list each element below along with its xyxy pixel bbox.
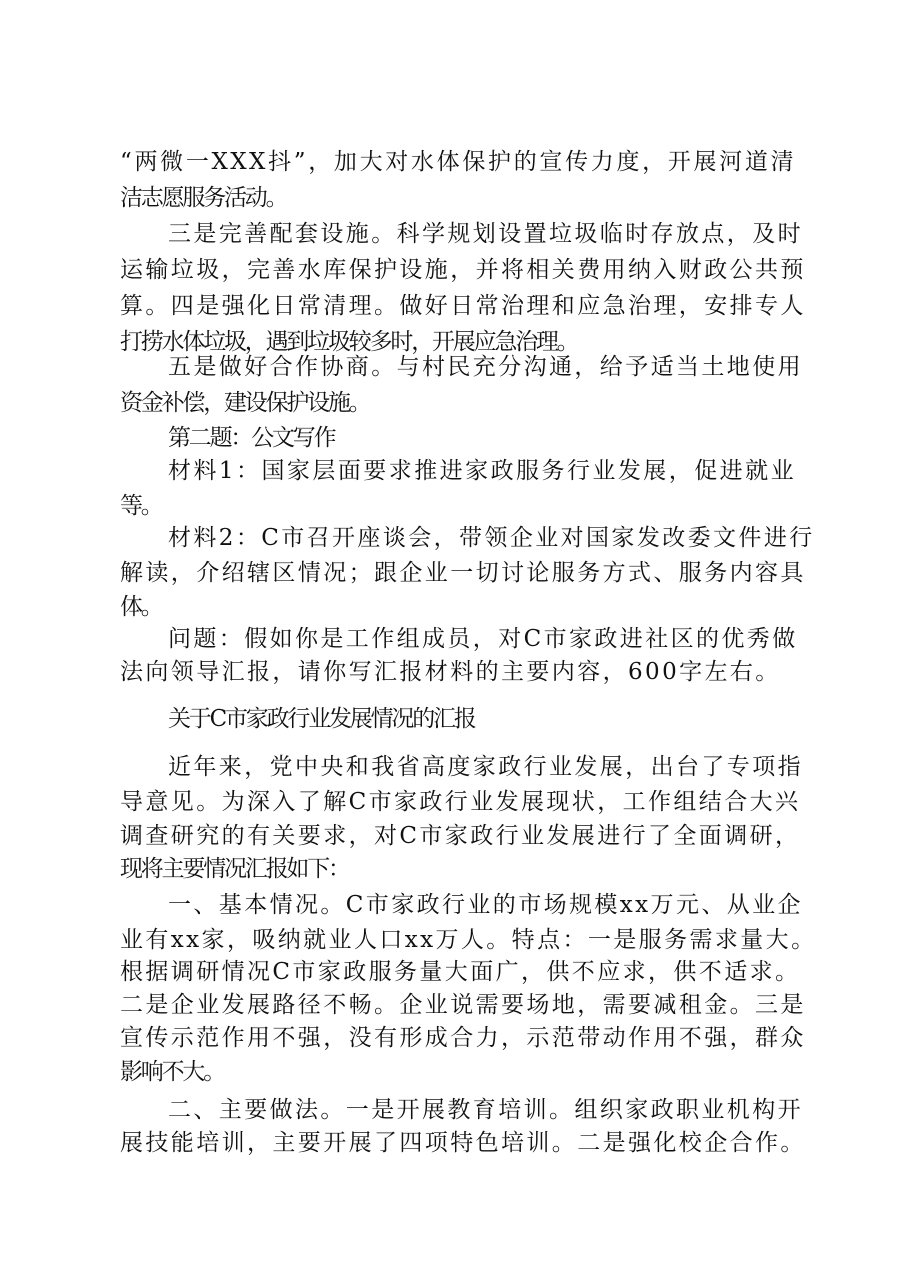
text-line-22: 一、基本情况。C市家政行业的市场规模xx万元、从业企	[168, 892, 803, 918]
text-line-2: 洁志愿服务活动。	[120, 185, 287, 211]
report-title: 关于C市家政行业发展情况的汇报	[168, 706, 475, 732]
text-line-26: 宣传示范作用不强，没有形成合力，示范带动作用不强，群众	[120, 1025, 806, 1051]
text-line-18: 近年来，党中央和我省高度家政行业发展，出台了专项指	[168, 754, 803, 780]
text-line-4: 运输垃圾，完善水库保护设施，并将相关费用纳入财政公共预	[120, 257, 806, 283]
text-line-12: 材料2：C市召开座谈会，带领企业对国家发改委文件进行	[168, 525, 815, 551]
text-line-10: 材料1：国家层面要求推进家政服务行业发展，促进就业	[168, 458, 796, 484]
text-line-19: 导意见。为深入了解C市家政行业发展现状，工作组结合大兴	[120, 789, 801, 815]
text-line-16: 法向领导汇报，请你写汇报材料的主要内容，600字左右。	[120, 659, 781, 685]
text-line-20: 调查研究的有关要求，对C市家政行业发展进行了全面调研，	[120, 823, 801, 849]
text-line-29: 展技能培训，主要开展了四项特色培训。二是强化校企合作。	[120, 1130, 806, 1156]
text-line-1: “两微一XXX抖”，加大对水体保护的宣传力度，开展河道清	[120, 149, 796, 175]
text-line-15: 问题：假如你是工作组成员，对C市家政进社区的优秀做	[168, 626, 798, 652]
text-line-21: 现将主要情况汇报如下：	[120, 856, 349, 882]
text-line-23: 业有xx家，吸纳就业人口xx万人。特点：一是服务需求量大。	[120, 927, 817, 953]
text-line-6: 打捞水体垃圾，遇到垃圾较多时，开展应急治理。	[120, 329, 578, 355]
text-line-28: 二、主要做法。一是开展教育培训。组织家政职业机构开	[168, 1097, 803, 1123]
text-line-11: 等。	[120, 493, 162, 519]
text-line-3: 三是完善配套设施。科学规划设置垃圾临时存放点，及时	[168, 221, 803, 247]
text-line-7: 五是做好合作协商。与村民充分沟通，给予适当土地使用	[168, 354, 803, 380]
text-line-13: 解读，介绍辖区情况；跟企业一切讨论服务方式、服务内容具	[120, 560, 806, 586]
text-line-8: 资金补偿，建设保护设施。	[120, 390, 370, 416]
text-line-5: 算。四是强化日常清理。做好日常治理和应急治理，安排专人	[120, 293, 806, 319]
text-line-24: 根据调研情况C市家政服务量大面广，供不应求，供不适求。	[120, 959, 801, 985]
section-heading-question-2: 第二题：公文写作	[168, 425, 335, 451]
text-line-14: 体。	[120, 594, 162, 620]
text-line-25: 二是企业发展路径不畅。企业说需要场地，需要减租金。三是	[120, 992, 806, 1018]
text-line-27: 影响不大。	[120, 1059, 225, 1085]
